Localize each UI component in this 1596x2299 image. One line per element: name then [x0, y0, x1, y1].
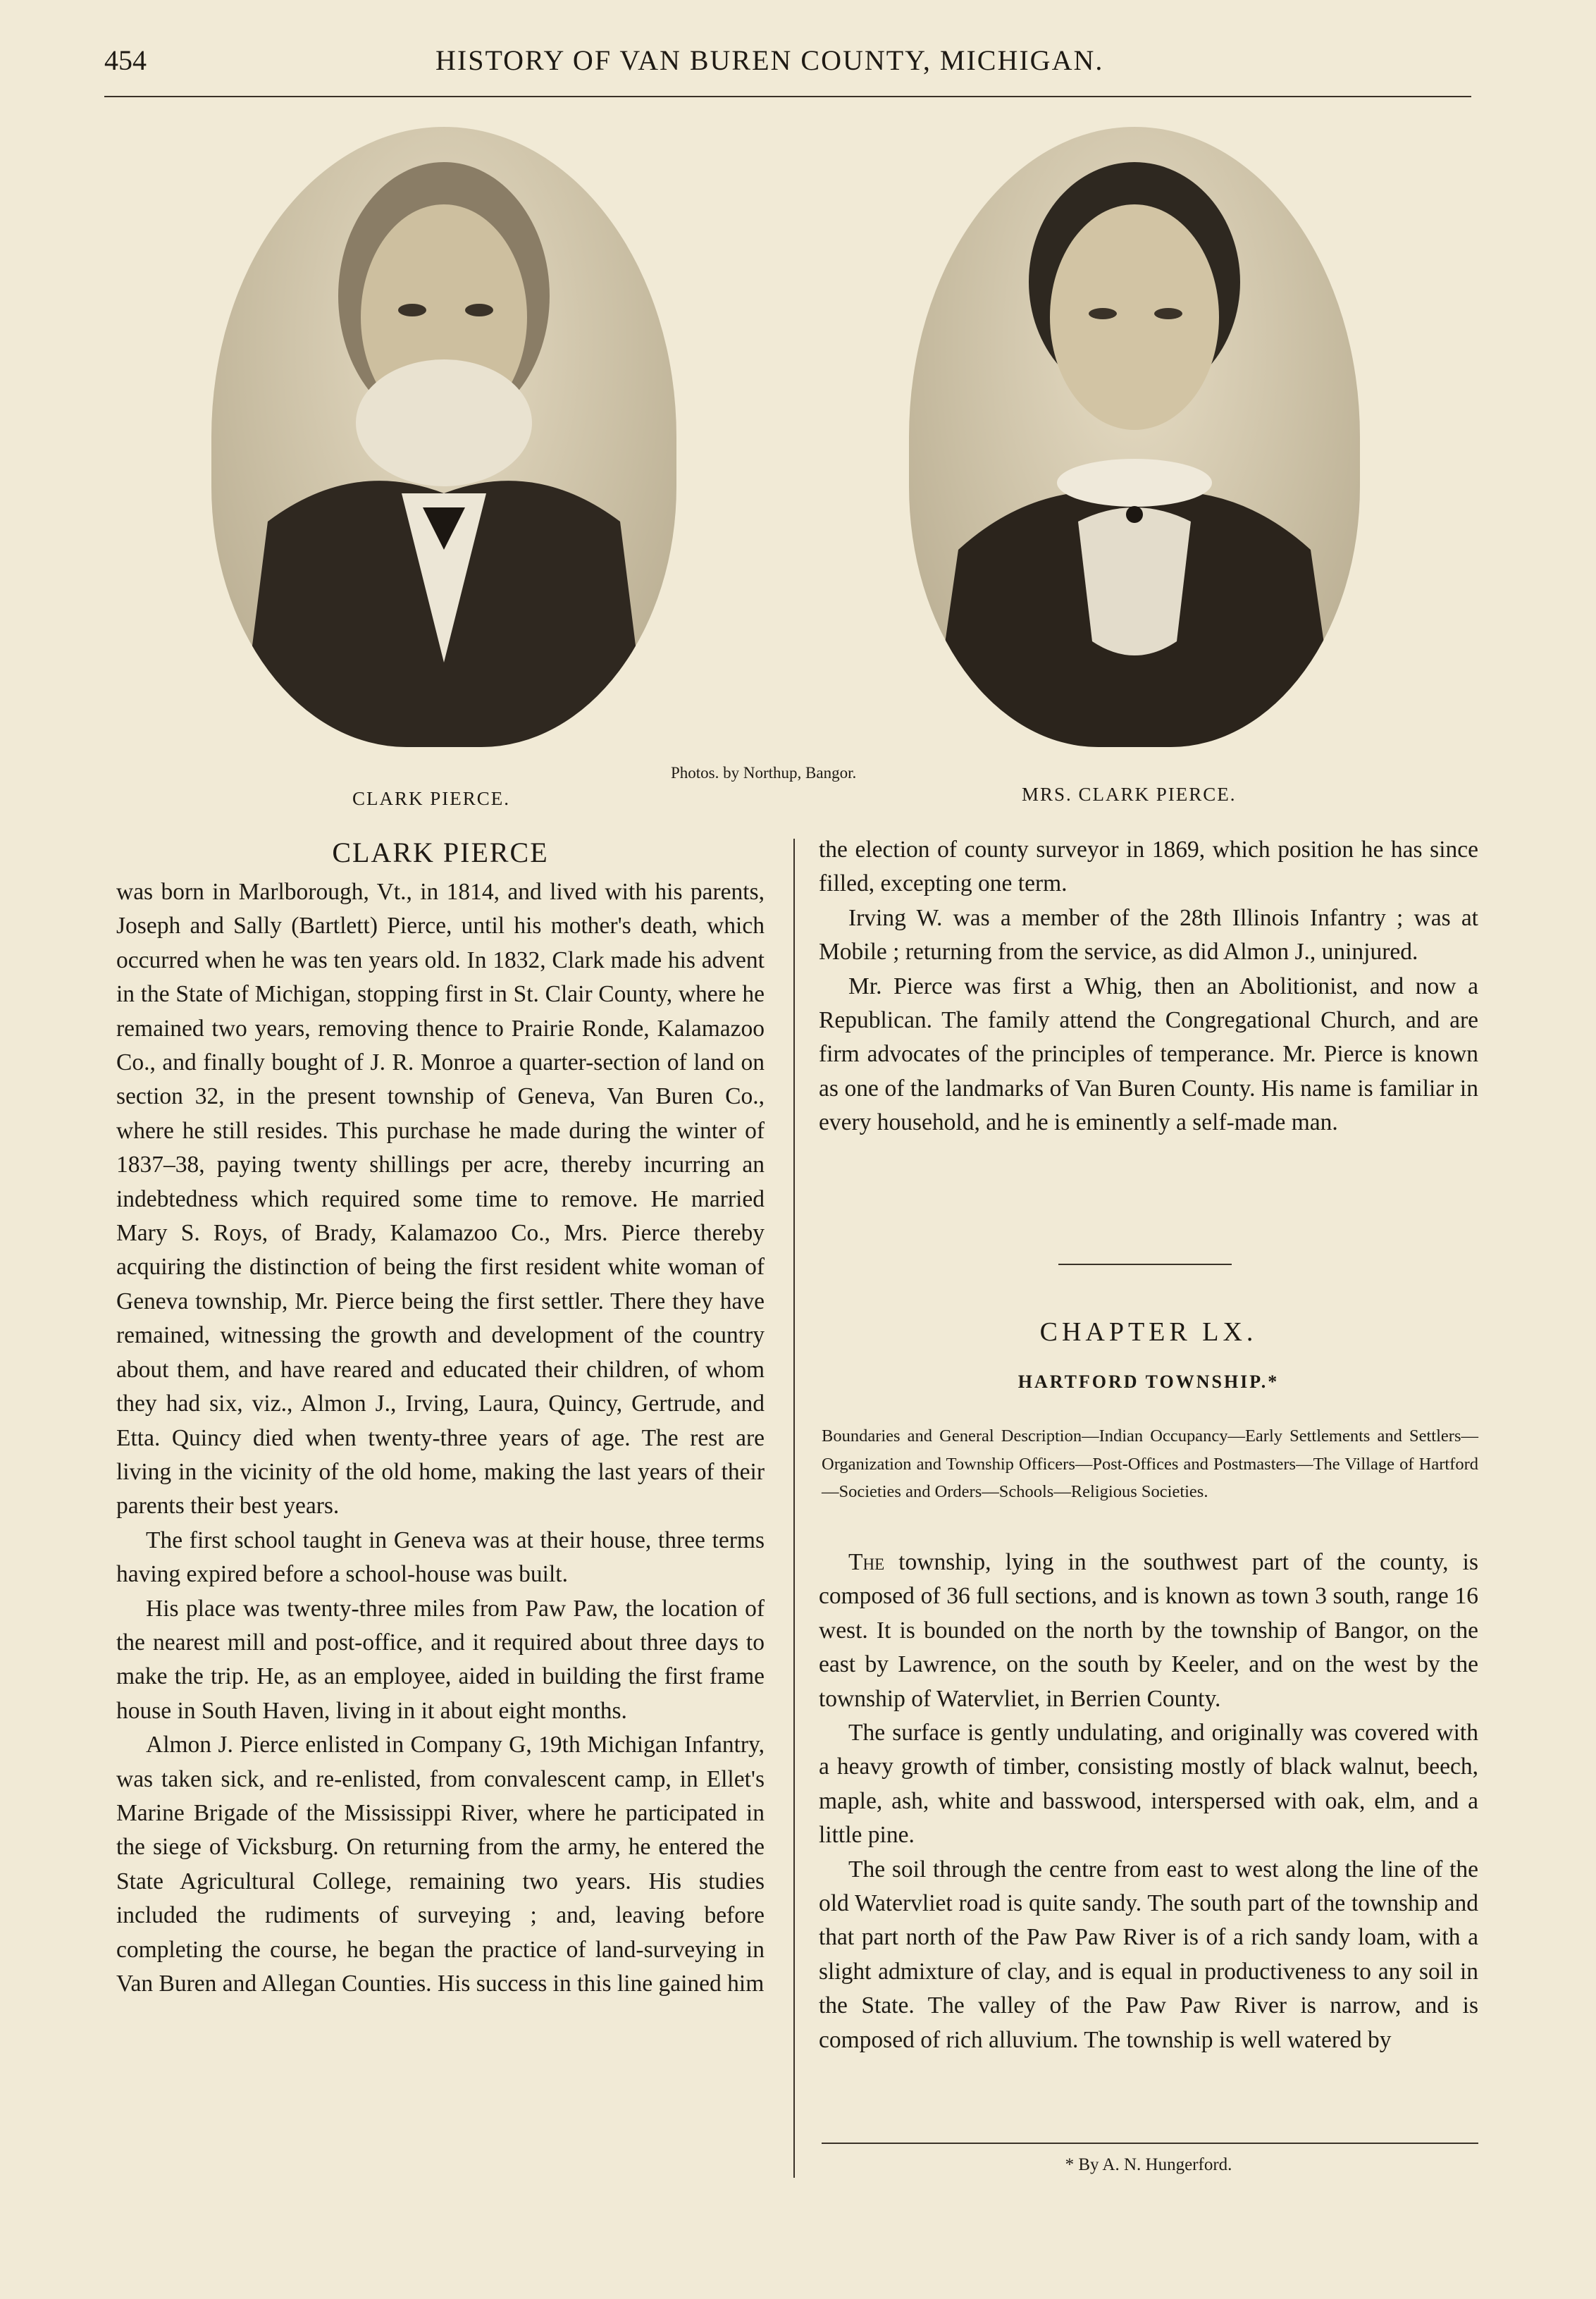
- right-portrait-caption: MRS. CLARK PIERCE.: [1022, 784, 1237, 805]
- article-title: CLARK PIERCE: [332, 837, 549, 868]
- bio-paragraph: The first school taught in Geneva was at their house, three terms having expired before a school-house was built.: [116, 1527, 765, 1588]
- running-head: [104, 44, 1471, 83]
- biography-left-column: [116, 875, 765, 2001]
- header-rule: [104, 96, 1471, 97]
- chapter-summary: Boundaries and General Description—Indian Occupancy—Early Settlements and Settlers—Organization and Township Officers—Post-Offices and Postmasters—The Village of Hartford—Societies and Orders—Schools—Religious Societies.: [822, 1426, 1478, 1501]
- left-portrait-caption: CLARK PIERCE.: [352, 788, 511, 809]
- bio-paragraph: the election of county surveyor in 1869, which position he has since filled, excepting one term.: [819, 837, 1478, 897]
- woman-portrait-engraving: [909, 127, 1360, 747]
- drop-word: The: [848, 1549, 885, 1575]
- running-title: HISTORY OF VAN BUREN COUNTY, MICHIGAN.: [435, 44, 1104, 76]
- mrs-clark-pierce-portrait: [909, 127, 1360, 747]
- chapter-title: CHAPTER LX.: [1039, 1317, 1258, 1347]
- photo-credit: Photos. by Northup, Bangor.: [671, 764, 857, 782]
- bio-paragraph: His place was twenty-three miles from Paw Paw, the location of the nearest mill and post-office, and it required about three days to make the trip. He, as an employee, aided in building the first frame house in South Haven, living in it about eight months.: [116, 1595, 765, 1724]
- footnote-rule: [822, 2143, 1478, 2144]
- bio-paragraph: was born in Marlborough, Vt., in 1814, and lived with his parents, Joseph and Sally (Bartlett) Pierce, until his mother's death, which occurred when he was ten years old. In 1832, Clark made his advent in the State of Michigan, stopping first in St. Clair County, where he remained two years, removing thence to Prairie Ronde, Kalamazoo Co., and finally bought of J. R. Monroe a quarter-section of land on section 32, in the present township of Geneva, Van Buren Co., where he still resides. This purchase he made during the winter of 1837–38, paying twenty shillings per acre, thereby incurring an indebtedness which required some time to remove. He married Mary S. Roys, of Brady, Kalamazoo Co., Mrs. Pierce thereby acquiring the distinction of being the first resident white woman of Geneva township, Mr. Pierce being the first settler. There they have remained, witnessing the growth and development of the country about them, and have reared and educated their children, of whom they had six, viz., Almon J., Irving, Laura, Quincy, Gertrude, and Etta. Quincy died when twenty-three years of age. The rest are living in the vicinity of the old home, making the last years of their parents their best years.: [116, 879, 765, 1520]
- bio-paragraph: Mr. Pierce was first a Whig, then an Abolitionist, and now a Republican. The family attend the Congregational Church, and are firm advocates of the principles of temperance. Mr. Pierce is known as one of the landmarks of Van Buren County. His name is familiar in every household, and he is eminently a self-made man.: [819, 973, 1478, 1136]
- chapter-paragraph: The surface is gently undulating, and originally was covered with a heavy growth of timber, consisting mostly of black walnut, beech, maple, ash, white and basswood, interspersed with oak, elm, and a little pine.: [819, 1720, 1478, 1849]
- section-separator: [1058, 1264, 1232, 1265]
- column-divider: [793, 839, 795, 2178]
- clark-pierce-portrait: [211, 127, 676, 747]
- page-number: 454: [104, 44, 147, 76]
- footnote: * By A. N. Hungerford.: [1065, 2155, 1232, 2174]
- bio-paragraph: Irving W. was a member of the 28th Illinois Infantry ; was at Mobile ; returning from the service, as did Almon J., uninjured.: [819, 904, 1478, 966]
- man-portrait-engraving: [211, 127, 676, 747]
- chapter-paragraph-text: township, lying in the southwest part of the county, is composed of 36 full sections, and is known as town 3 south, range 16 west. It is bounded on the north by the township of Bangor, on the east by Lawrence, on the south by Keeler, and on the west by the township of Watervliet, in Berrien County.: [819, 1549, 1478, 1712]
- biography-right-column: [819, 833, 1478, 1140]
- chapter-paragraph: [819, 1546, 1478, 1716]
- chapter-subtitle: HARTFORD TOWNSHIP.*: [1017, 1372, 1280, 1392]
- chapter-text: [819, 1546, 1478, 2057]
- chapter-paragraph: The soil through the centre from east to west along the line of the old Watervliet road is quite sandy. The south part of the township and that part north of the Paw Paw River is of a rich sandy loam, with a slight admixture of clay, and is equal in productiveness to any soil in the State. The valley of the Paw Paw River is narrow, and is composed of rich alluvium. The township is well watered by: [819, 1856, 1478, 2053]
- bio-paragraph: Almon J. Pierce enlisted in Company G, 19th Michigan Infantry, was taken sick, and re-enlisted, from convalescent camp, in Ellet's Marine Brigade of the Mississippi River, where he participated in the siege of Vicksburg. On returning from the army, he entered the State Agricultural College, remaining two years. His studies included the rudiments of surveying ; and, leaving before completing the course, he began the practice of land-surveying in Van Buren and Allegan Counties. His success in this line gained him: [116, 1732, 765, 1997]
